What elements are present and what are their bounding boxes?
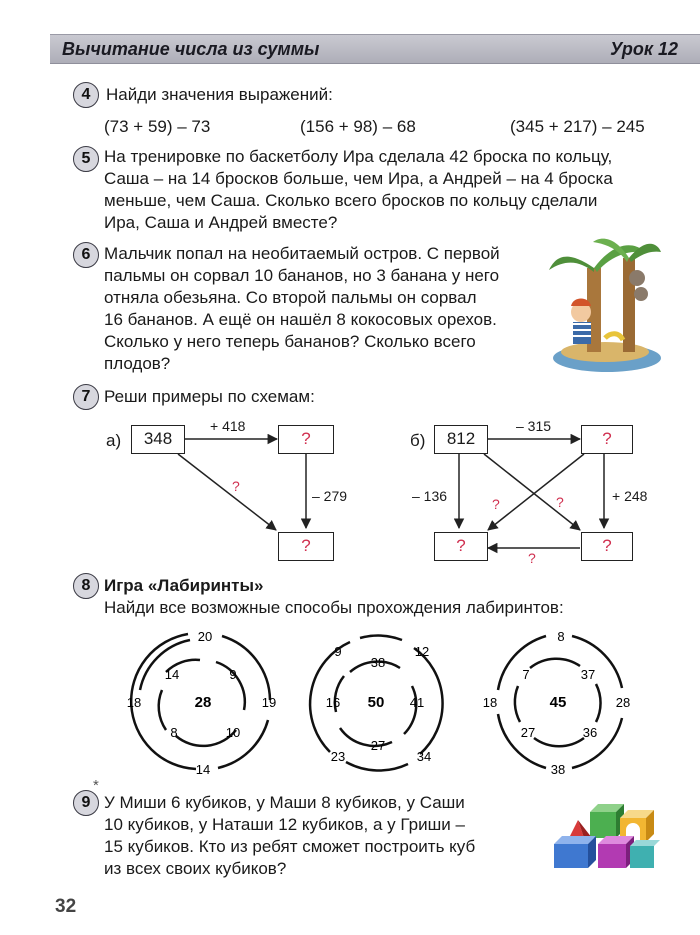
scheme-b-bottom-left-unknown: ?: [434, 532, 488, 561]
task-4-expression-3: (345 + 217) – 245: [510, 117, 645, 136]
task-8-prompt: Найди все возможные способы прохождения лабиринтов:: [104, 598, 564, 617]
scheme-b-top-unknown: ?: [581, 425, 633, 454]
maze-3-outer-left: 18: [482, 695, 498, 710]
maze-1-center: 28: [194, 694, 212, 711]
maze-1-inner-br: 10: [225, 725, 241, 740]
maze-3-inner-br: 36: [582, 725, 598, 740]
scheme-a-top-operation: + 418: [210, 418, 246, 434]
page-number: 32: [55, 896, 77, 917]
task-9-line-3: 15 кубиков. Кто из ребят сможет построить куб: [104, 837, 476, 856]
task-6-line-5: Сколько у него теперь бананов? Сколько всего: [104, 332, 476, 351]
scheme-b-top-operation: – 315: [516, 418, 552, 434]
task-4-expression-2: (156 + 98) – 68: [300, 117, 416, 136]
task-6-line-2: пальмы он сорвал 10 бананов, но 3 банана у него: [104, 266, 500, 285]
maze-2-inner-top: 38: [370, 655, 386, 670]
maze-3-inner-bl: 27: [520, 725, 536, 740]
maze-2-outer-tl: 9: [334, 644, 342, 659]
maze-1-inner-tl: 14: [164, 667, 180, 682]
maze-1-inner-bl: 8: [170, 725, 178, 740]
task-9-line-4: из всех своих кубиков?: [104, 859, 287, 878]
scheme-b-bottom-right-unknown: ?: [581, 532, 633, 561]
lesson-number: Урок 12: [610, 39, 678, 59]
task-9-star: *: [93, 777, 99, 794]
maze-3-inner-tr: 37: [580, 667, 596, 682]
task-7-prompt: Реши примеры по схемам:: [104, 387, 315, 406]
scheme-b-label: б): [410, 431, 426, 450]
maze-2-inner-bottom: 27: [370, 738, 386, 753]
maze-1-outer-top: 20: [197, 629, 213, 644]
task-8-number: 8: [73, 573, 99, 599]
scheme-b-start-box: 812: [434, 425, 488, 454]
task-6-line-4: 16 бананов. А ещё он нашёл 8 кокосовых орехов.: [104, 310, 497, 329]
task-7-number: 7: [73, 384, 99, 410]
maze-2-outer-bl: 23: [330, 749, 346, 764]
scheme-a-bottom-unknown: ?: [278, 532, 334, 561]
maze-3-center: 45: [549, 694, 567, 711]
maze-1-outer-left: 18: [126, 695, 142, 710]
task-4-prompt: Найди значения выражений:: [106, 85, 333, 104]
scheme-b-diagonal-unknown-2: ?: [556, 494, 564, 510]
lesson-title: Вычитание числа из суммы: [62, 39, 320, 59]
task-5-number: 5: [73, 146, 99, 172]
task-6-line-1: Мальчик попал на необитаемый остров. С первой: [104, 244, 500, 263]
task-5-line-1: На тренировке по баскетболу Ира сделала 42 броска по кольцу,: [104, 147, 613, 166]
maze-2-inner-right: 41: [409, 695, 425, 710]
task-4-expression-1: (73 + 59) – 73: [104, 117, 211, 136]
maze-2-inner-left: 16: [325, 695, 341, 710]
task-5-line-2: Саша – на 14 бросков больше, чем Ира, а Андрей – на 4 броска: [104, 169, 613, 188]
scheme-a-start-box: 348: [131, 425, 185, 454]
maze-1-inner-tr: 9: [229, 667, 237, 682]
task-6-number: 6: [73, 242, 99, 268]
maze-2-outer-tr: 12: [414, 644, 430, 659]
scheme-a-top-unknown: ?: [278, 425, 334, 454]
maze-3-outer-right: 28: [615, 695, 631, 710]
blocks-illustration: [550, 798, 660, 872]
task-6-line-6: плодов?: [104, 354, 171, 373]
task-5-line-3: меньше, чем Саша. Сколько всего бросков по кольцу сделали: [104, 191, 598, 210]
maze-3-outer-top: 8: [557, 629, 565, 644]
scheme-a-label: а): [106, 431, 122, 450]
task-4-number: 4: [73, 82, 99, 108]
task-6-line-3: отняла обезьяна. Со второй пальмы он сорвал: [104, 288, 477, 307]
maze-2-center: 50: [367, 694, 385, 711]
scheme-b-left-operation: – 136: [412, 488, 448, 504]
maze-2-outer-br: 34: [416, 749, 432, 764]
task-5-line-4: Ира, Саша и Андрей вместе?: [104, 213, 338, 232]
scheme-a-diagonal-unknown: ?: [232, 478, 240, 494]
task-9-line-1: У Миши 6 кубиков, у Маши 8 кубиков, у Саши: [104, 793, 465, 812]
scheme-b-right-operation: + 248: [612, 488, 648, 504]
task-8-title: Игра «Лабиринты»: [104, 576, 264, 595]
task-9-number: 9: [73, 790, 99, 816]
scheme-a-right-operation: – 279: [312, 488, 348, 504]
task-9-line-2: 10 кубиков, у Наташи 12 кубиков, а у Гриши –: [104, 815, 465, 834]
maze-3-outer-bottom: 38: [550, 762, 566, 777]
maze-1-outer-bottom: 14: [195, 762, 211, 777]
scheme-b-diagonal-unknown-1: ?: [492, 496, 500, 512]
maze-3-inner-tl: 7: [522, 667, 530, 682]
maze-1-outer-right: 19: [261, 695, 277, 710]
scheme-b-bottom-arrow-unknown: ?: [528, 550, 536, 566]
